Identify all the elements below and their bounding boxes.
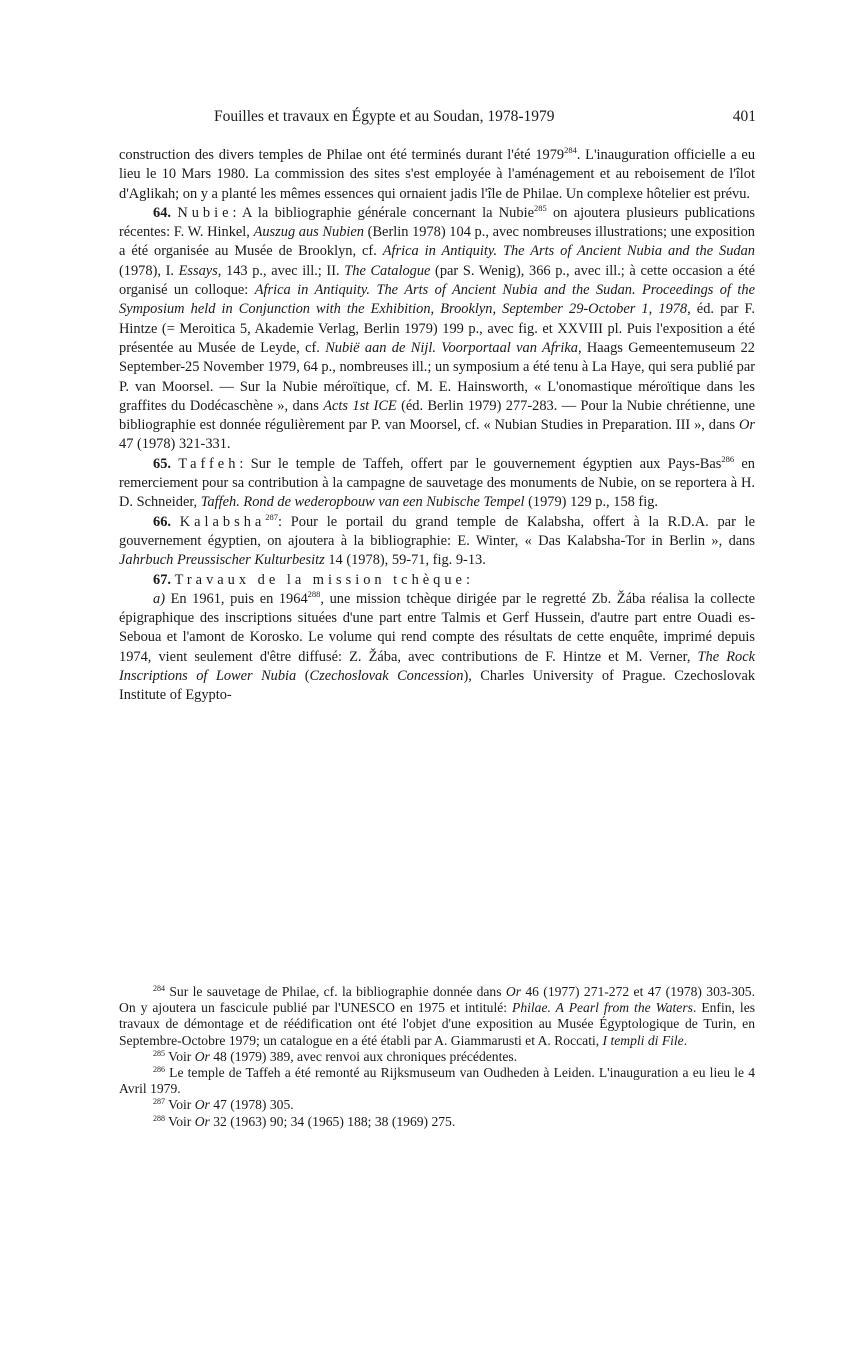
italic-title: The Rock Inscriptions of Lower Nubia [119,648,755,685]
text-run: 32 (1963) 90; 34 (1965) 188; 38 (1969) 275. [209,1113,456,1129]
paragraph-continuation [119,146,755,204]
text-run: ( [296,668,310,685]
body-text [119,146,755,706]
text-run: (Berlin 1978) 104 p., avec nombreuses illustrations; une exposition a été organisée au Musée de Brooklyn, cf. [119,224,755,260]
italic-title: Czechoslovak Concession [309,668,464,685]
footnote-number: 285 [153,1048,165,1058]
text-run: 14 (1978), 59-71, fig. 9-13. [324,552,486,569]
text-run: 47 (1978) 305. [209,1097,294,1113]
footnote-287 [119,1097,755,1113]
footnote-285 [119,1049,755,1065]
section-number: 66. [153,513,171,530]
text-run: Voir [165,1097,195,1113]
section-heading: Nubie [177,204,233,221]
section-66-kalabsha [119,513,755,571]
footnote-number: 288 [153,1113,165,1123]
text-run: en remerciement pour sa contribution à la campagne de sauvetage des monuments de Nubie, on se reportera à H. D. Schneider, [119,455,755,511]
italic-title: Philae. A Pearl from the Waters [512,1000,693,1016]
page-number: 401 [732,108,756,125]
text-run: (1979) 129 p., 158 fig. [524,494,659,511]
section-heading: Kalabsha [179,513,266,530]
section-67-heading [119,571,755,590]
running-head-title: Fouilles et travaux en Égypte et au Soudan, 1978-1979 [214,108,555,125]
text-run: En 1961, puis en 1964 [165,590,308,607]
text-run: 47 (1978) 321-331. [119,436,231,453]
text-run: , une mission tchèque dirigée par le regretté Zb. Žába réalisa la collecte épigraphique des inscriptions situées d'une part entre Talmis et Gerf Hussein, d'autre part entre Ouadi es-Seboua et l'amont de Korosko. Le volume qui rend compte des résultats de cette enquête, imprimé depuis 1974, vient seulement d'être diffusé: Z. Žába, avec contributions de F. Hintze et M. Verner, [119,590,755,665]
text-run: Le temple de Taffeh a été remonté au Rijksmuseum van Oudheden à Leiden. L'inauguration a eu lieu le 4 Avril 1979. [119,1065,755,1097]
italic-title: Or [505,984,521,999]
italic-title: Taffeh. Rond de wederopbouw van een Nubische Tempel [200,494,525,511]
italic-title: The Catalogue [344,262,431,279]
italic-title: Or [194,1113,210,1129]
italic-title: Essays [178,262,218,279]
text-run: , éd. par F. Hintze (= Meroitica 5, Akademie Verlag, Berlin 1979) 199 p., avec fig. et XXVIII pl. Puis l'exposition a été présentée au Musée de Leyde, cf. [119,301,755,356]
text-run: : [465,571,470,588]
text-run: Voir [165,1048,195,1064]
footnote-ref: 285 [533,202,547,213]
section-number: 64. [153,204,171,221]
text-run: , 143 p., avec ill.; II. [217,262,345,279]
italic-title: Nubië aan de Nijl. Voorportaal van Afrika [325,339,578,356]
text-run: Sur le sauvetage de Philae, cf. la bibliographie donnée dans [165,984,506,999]
text-run: , Haags Gemeentemuseum 22 September-25 November 1979, 64 p., nombreuses ill.; un symposium a été tenu à La Haye, qui sera publié par P. van Moorsel. — Sur la Nubie méroïtique, cf. M. E. Hainsworth, « L'onomastique méroïtique dans les graffites du Dodécaschène », dans [119,339,756,414]
text-run: on ajoutera plusieurs publications récentes: F. W. Hinkel, [119,204,755,241]
footnote-number: 287 [153,1097,165,1107]
text-run: . Enfin, les travaux de démontage et de réédification ont été l'objet d'une exposition au Musée Égyptologique de Turin, en Septembre-Octobre 1979; un catalogue en a été établi par A. Giammarusti et A. Roccati, [119,1000,756,1048]
section-67a-paragraph [119,590,755,706]
section-heading: Taffeh [178,455,240,472]
text-run: (par S. Wenig), 366 p., avec ill.; à cette occasion a été organisé un colloque: [119,262,755,299]
footnote-286 [119,1065,755,1097]
text-run: construction des divers temples de Philae ont été terminés durant l'été 1979 [119,147,565,163]
text-run: : Sur le temple de Taffeh, offert par le gouvernement égyptien aux Pays-Bas [239,455,722,472]
section-65-taffeh [119,455,755,513]
text-run: . L'inauguration officielle a eu lieu le 10 Mars 1980. La commission des sites s'est employée à l'aménagement et au reboisement de l'îlot d'Aglikah; on y a planté les mêmes essences qui ornaient jadis l'île de Philae. Un complexe hôtelier est prévu. [119,147,756,202]
text-run: 48 (1979) 389, avec renvoi aux chroniques précédentes. [209,1048,518,1064]
italic-title: Or [739,417,755,434]
section-heading: Travaux de la mission tchèque [174,571,466,588]
italic-title: Auszug aus Nubien [253,224,365,241]
text-run: 46 (1977) 271-272 et 47 (1978) 303-305. On y ajoutera un fascicule publié par l'UNESCO en 1975 et intitulé: [119,984,755,1016]
section-number: 67. [153,571,171,588]
footnote-ref: 284 [564,145,577,155]
italic-title: Acts 1st ICE [323,397,397,414]
text-run: (éd. Berlin 1979) 277-283. — Pour la Nubie chrétienne, une bibliographie est donnée régulièrement par P. van Moorsel, cf. « Nubian Studies in Preparation. III », dans [119,397,755,434]
text-run: (1978), I. [119,262,179,279]
italic-title: Jahrbuch Preussischer Kulturbesitz [119,552,325,569]
italic-title: Africa in Antiquity. The Arts of Ancient Nubia and the Sudan [382,243,755,260]
footnotes [119,984,755,1130]
italic-title: Or [194,1048,210,1064]
section-64-nubie [119,204,755,455]
footnote-number: 286 [153,1065,165,1075]
italic-title: Or [194,1097,210,1113]
text-run: Voir [165,1113,195,1129]
italic-title: Africa in Antiquity. The Arts of Ancient Nubia and the Sudan. Proceedings of the Symposium held in Conjunction with the Exhibition, Brooklyn, September 29-October 1, 1978 [119,282,755,318]
italic-title: I templi di File [602,1032,684,1048]
footnote-number: 284 [153,984,165,993]
section-number: 65. [153,455,171,472]
footnote-288 [119,1114,755,1130]
text-run: : Pour le portail du grand temple de Kalabsha, offert à la R.D.A. par le gouvernement égyptien, on ajoutera à la bibliographie: E. Winter, « Das Kalabsha-Tor in Berlin », dans [119,513,755,549]
text-run: : A la bibliographie générale concernant la Nubie [232,204,534,221]
footnote-284 [119,984,755,1049]
text-run: . [683,1032,688,1048]
item-label: a) [153,590,165,607]
footnote-ref: 288 [307,588,321,599]
footnote-ref: 286 [721,453,735,464]
text-run: ), Charles University of Prague. Czechoslovak Institute of Egypto- [119,668,756,704]
footnote-ref: 287 [265,511,279,522]
